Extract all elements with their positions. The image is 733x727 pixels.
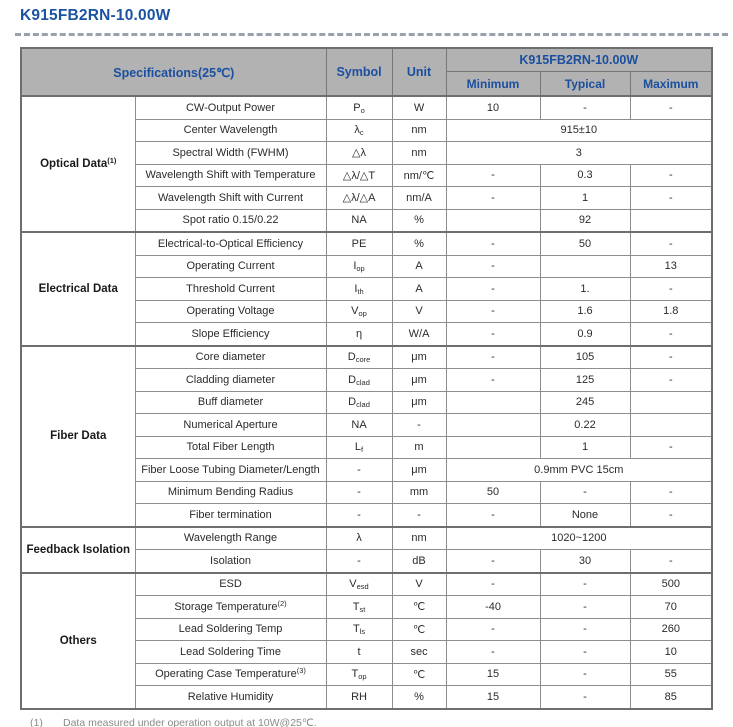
symbol-cell: $\lambda_c$ (326, 119, 392, 142)
symbol-cell: t (326, 641, 392, 664)
unit-cell: μm (392, 346, 446, 369)
typical-value-cell: 0.9 (540, 323, 630, 346)
parameter-cell: Threshold Current (135, 278, 326, 301)
minimum-value-cell: - (446, 164, 540, 187)
maximum-value-cell: - (630, 436, 712, 459)
typical-value-cell: 92 (540, 209, 630, 232)
symbol-cell: $I_{op}$ (326, 255, 392, 278)
maximum-value-cell (630, 209, 712, 232)
typical-value-cell: 1 (540, 187, 630, 210)
parameter-cell: Center Wavelength (135, 119, 326, 142)
minimum-value-cell: 15 (446, 686, 540, 709)
unit-cell: ℃ (392, 663, 446, 686)
symbol-cell: PE (326, 232, 392, 255)
maximum-header: Maximum (630, 72, 712, 97)
symbol-cell: $T_{st}$ (326, 596, 392, 619)
minimum-value-cell: - (446, 300, 540, 323)
parameter-cell: Operating Voltage (135, 300, 326, 323)
symbol-cell: - (326, 504, 392, 527)
minimum-value-cell: - (446, 232, 540, 255)
parameter-cell: Spot ratio 0.15/0.22 (135, 209, 326, 232)
symbol-cell: $T_{op}$ (326, 663, 392, 686)
value-span-cell: 0.9mm PVC 15cm (446, 459, 712, 482)
value-span-cell: 3 (446, 142, 712, 165)
minimum-value-cell: - (446, 504, 540, 527)
typical-value-cell: - (540, 663, 630, 686)
value-span-cell: 915±10 (446, 119, 712, 142)
parameter-cell: ESD (135, 573, 326, 596)
footnote (20, 717, 714, 727)
unit-cell: dB (392, 550, 446, 573)
symbol-cell: NA (326, 414, 392, 437)
parameter-cell: CW-Output Power (135, 96, 326, 119)
maximum-value-cell: - (630, 164, 712, 187)
parameter-cell: Core diameter (135, 346, 326, 369)
unit-cell: nm (392, 119, 446, 142)
symbol-cell: $I_{th}$ (326, 278, 392, 301)
parameter-cell: Relative Humidity (135, 686, 326, 709)
minimum-value-cell: - (446, 641, 540, 664)
minimum-value-cell: 10 (446, 96, 540, 119)
minimum-value-cell: - (446, 369, 540, 392)
typical-header: Typical (540, 72, 630, 97)
parameter-cell: Operating Current (135, 255, 326, 278)
table-header (21, 48, 712, 96)
typical-value-cell: 1 (540, 436, 630, 459)
symbol-cell: △λ/△T (326, 164, 392, 187)
maximum-value-cell: 70 (630, 596, 712, 619)
maximum-value-cell: - (630, 96, 712, 119)
unit-cell: - (392, 504, 446, 527)
symbol-cell: $P_o$ (326, 96, 392, 119)
typical-value-cell: - (540, 573, 630, 596)
unit-cell: % (392, 232, 446, 255)
table-body (21, 96, 712, 709)
minimum-value-cell (446, 436, 540, 459)
parameter-cell: Fiber Loose Tubing Diameter/Length (135, 459, 326, 482)
unit-cell: m (392, 436, 446, 459)
parameter-cell: Cladding diameter (135, 369, 326, 392)
typical-value-cell: - (540, 618, 630, 641)
parameter-cell: Spectral Width (FWHM) (135, 142, 326, 165)
unit-cell: ℃ (392, 596, 446, 619)
parameter-cell: Operating Case Temperature$^{(3)}$ (135, 663, 326, 686)
maximum-value-cell: - (630, 323, 712, 346)
typical-value-cell: 105 (540, 346, 630, 369)
minimum-value-cell: - (446, 573, 540, 596)
specifications-header: Specifications(25℃) (21, 48, 326, 96)
typical-value-cell: - (540, 686, 630, 709)
unit-cell: μm (392, 459, 446, 482)
unit-cell: A (392, 255, 446, 278)
unit-cell: A (392, 278, 446, 301)
maximum-value-cell: 55 (630, 663, 712, 686)
typical-value-cell: 0.22 (540, 414, 630, 437)
parameter-cell: Wavelength Range (135, 527, 326, 550)
parameter-cell: Total Fiber Length (135, 436, 326, 459)
typical-value-cell: - (540, 641, 630, 664)
category-cell: Feedback Isolation (21, 527, 135, 573)
parameter-cell: Lead Soldering Time (135, 641, 326, 664)
unit-cell: ℃ (392, 618, 446, 641)
page-title: K915FB2RN-10.00W (20, 7, 171, 24)
minimum-value-cell: - (446, 550, 540, 573)
spec-row (21, 346, 712, 369)
symbol-cell: RH (326, 686, 392, 709)
maximum-value-cell: - (630, 504, 712, 527)
typical-value-cell (540, 255, 630, 278)
typical-value-cell: - (540, 96, 630, 119)
symbol-cell: - (326, 459, 392, 482)
symbol-cell: NA (326, 209, 392, 232)
spec-row (21, 96, 712, 119)
typical-value-cell: 1. (540, 278, 630, 301)
minimum-header: Minimum (446, 72, 540, 97)
category-cell: Others (21, 573, 135, 709)
unit-cell: V (392, 300, 446, 323)
symbol-cell: η (326, 323, 392, 346)
spec-row (21, 573, 712, 596)
footnote-marker: (1) (30, 716, 43, 727)
product-header: K915FB2RN-10.00W (446, 48, 712, 72)
unit-cell: nm/℃ (392, 164, 446, 187)
unit-cell: μm (392, 369, 446, 392)
maximum-value-cell: - (630, 369, 712, 392)
specifications-table (20, 47, 713, 710)
minimum-value-cell (446, 414, 540, 437)
maximum-value-cell: - (630, 232, 712, 255)
maximum-value-cell: 13 (630, 255, 712, 278)
parameter-cell: Minimum Bending Radius (135, 481, 326, 504)
parameter-cell: Wavelength Shift with Current (135, 187, 326, 210)
minimum-value-cell (446, 209, 540, 232)
spec-row (21, 527, 712, 550)
maximum-value-cell: 1.8 (630, 300, 712, 323)
typical-value-cell: None (540, 504, 630, 527)
parameter-cell: Storage Temperature$^{(2)}$ (135, 596, 326, 619)
maximum-value-cell: - (630, 278, 712, 301)
symbol-cell: $D_{core}$ (326, 346, 392, 369)
symbol-cell: $D_{clad}$ (326, 391, 392, 414)
minimum-value-cell: -40 (446, 596, 540, 619)
typical-value-cell: - (540, 481, 630, 504)
unit-cell: % (392, 686, 446, 709)
typical-value-cell: - (540, 596, 630, 619)
unit-cell: mm (392, 481, 446, 504)
minimum-value-cell: - (446, 346, 540, 369)
symbol-header: Symbol (326, 48, 392, 96)
footnote-text: Data measured under operation output at 10W@25℃. (63, 716, 317, 727)
unit-cell: nm (392, 527, 446, 550)
maximum-value-cell: - (630, 481, 712, 504)
symbol-cell: △λ/△A (326, 187, 392, 210)
parameter-cell: Fiber termination (135, 504, 326, 527)
minimum-value-cell: 50 (446, 481, 540, 504)
parameter-cell: Wavelength Shift with Temperature (135, 164, 326, 187)
typical-value-cell: 30 (540, 550, 630, 573)
minimum-value-cell: 15 (446, 663, 540, 686)
maximum-value-cell: 10 (630, 641, 712, 664)
unit-cell: V (392, 573, 446, 596)
minimum-value-cell: - (446, 618, 540, 641)
maximum-value-cell: 500 (630, 573, 712, 596)
maximum-value-cell: 260 (630, 618, 712, 641)
unit-cell: sec (392, 641, 446, 664)
symbol-cell: $V_{esd}$ (326, 573, 392, 596)
symbol-cell: $D_{clad}$ (326, 369, 392, 392)
minimum-value-cell: - (446, 255, 540, 278)
unit-cell: nm/A (392, 187, 446, 210)
symbol-cell: - (326, 550, 392, 573)
typical-value-cell: 245 (540, 391, 630, 414)
value-span-cell: 1020~1200 (446, 527, 712, 550)
minimum-value-cell: - (446, 278, 540, 301)
unit-cell: nm (392, 142, 446, 165)
unit-cell: W/A (392, 323, 446, 346)
maximum-value-cell (630, 414, 712, 437)
unit-cell: - (392, 414, 446, 437)
category-cell: Electrical Data (21, 232, 135, 346)
typical-value-cell: 1.6 (540, 300, 630, 323)
minimum-value-cell (446, 391, 540, 414)
symbol-cell: △λ (326, 142, 392, 165)
parameter-cell: Isolation (135, 550, 326, 573)
typical-value-cell: 125 (540, 369, 630, 392)
maximum-value-cell: 85 (630, 686, 712, 709)
typical-value-cell: 0.3 (540, 164, 630, 187)
parameter-cell: Numerical Aperture (135, 414, 326, 437)
unit-cell: % (392, 209, 446, 232)
minimum-value-cell: - (446, 323, 540, 346)
parameter-cell: Lead Soldering Temp (135, 618, 326, 641)
unit-cell: W (392, 96, 446, 119)
maximum-value-cell: - (630, 346, 712, 369)
spec-row (21, 232, 712, 255)
typical-value-cell: 50 (540, 232, 630, 255)
maximum-value-cell: - (630, 187, 712, 210)
symbol-cell: λ (326, 527, 392, 550)
maximum-value-cell: - (630, 550, 712, 573)
parameter-cell: Electrical-to-Optical Efficiency (135, 232, 326, 255)
symbol-cell: $T_{ls}$ (326, 618, 392, 641)
symbol-cell: $L_f$ (326, 436, 392, 459)
unit-header: Unit (392, 48, 446, 96)
symbol-cell: $V_{op}$ (326, 300, 392, 323)
maximum-value-cell (630, 391, 712, 414)
category-cell: Optical Data$^{(1)}$ (21, 96, 135, 232)
parameter-cell: Buff diameter (135, 391, 326, 414)
minimum-value-cell: - (446, 187, 540, 210)
parameter-cell: Slope Efficiency (135, 323, 326, 346)
category-cell: Fiber Data (21, 346, 135, 527)
symbol-cell: - (326, 481, 392, 504)
unit-cell: μm (392, 391, 446, 414)
dashed-divider (15, 33, 728, 36)
